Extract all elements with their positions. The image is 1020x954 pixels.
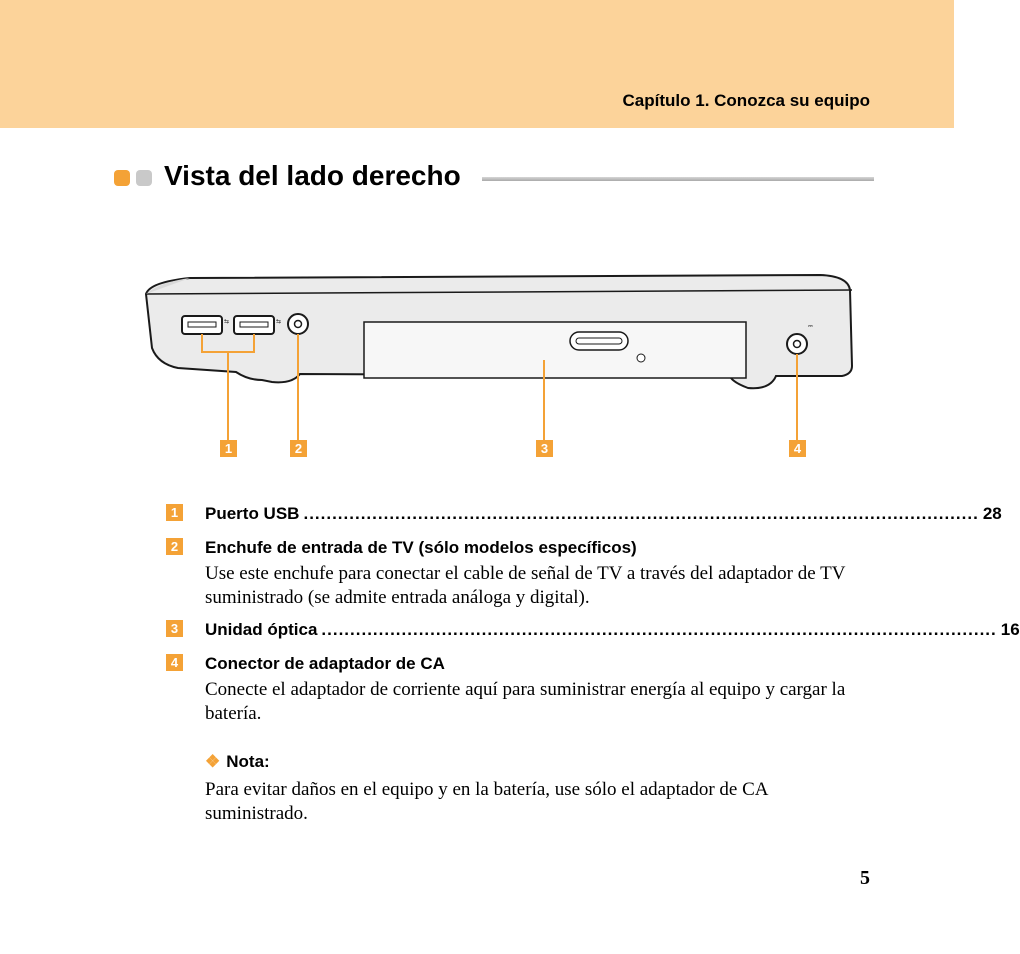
item-title: Puerto USB — [205, 504, 300, 523]
gray-square-icon — [136, 170, 152, 186]
item-number: 2 — [166, 538, 183, 555]
title-rule — [482, 177, 874, 181]
dot-leader: ...................................................................................................................... — [321, 620, 997, 639]
callout-3: 3 — [536, 440, 553, 457]
svg-text:⇆: ⇆ — [276, 319, 282, 325]
page-reference: 16 — [1000, 620, 1020, 639]
item-title: Unidad óptica — [205, 620, 318, 639]
item-description: Use este enchufe para conectar el cable de señal de TV a través del adaptador de TV suministrado (se admite entrada análoga y digital). — [205, 563, 846, 608]
item-number: 4 — [166, 654, 183, 671]
toc-entry — [205, 620, 1020, 642]
note-heading — [205, 752, 270, 772]
diamond-note-icon: ❖ — [205, 752, 221, 771]
page-number: 5 — [860, 867, 870, 889]
page-reference: 28 — [982, 504, 1002, 523]
dot-leader: ...................................................................................................................... — [303, 504, 979, 523]
toc-entry — [205, 504, 1002, 526]
orange-square-icon — [114, 170, 130, 186]
section-title: Vista del lado derecho — [164, 160, 461, 191]
optical-drive — [364, 322, 746, 378]
note-label: Nota: — [226, 752, 270, 771]
laptop-illustration — [0, 260, 954, 470]
section-title-row — [114, 160, 874, 196]
callout-1: 1 — [220, 440, 237, 457]
laptop-right-side-figure — [0, 260, 954, 470]
item-description: Conecte el adaptador de corriente aquí para suministrar energía al equipo y cargar la batería. — [205, 679, 846, 724]
item-title: Enchufe de entrada de TV (sólo modelos específicos) — [205, 538, 637, 557]
svg-text:⇆: ⇆ — [224, 319, 230, 325]
note-text: Para evitar daños en el equipo y en la batería, use sólo el adaptador de CA suministrado. — [205, 779, 768, 824]
item-title: Conector de adaptador de CA — [205, 654, 445, 673]
chapter-heading: Capítulo 1. Conozca su equipo — [622, 91, 870, 110]
item-number: 1 — [166, 504, 183, 521]
callout-4: 4 — [789, 440, 806, 457]
svg-text:⎓: ⎓ — [808, 324, 813, 330]
item-number: 3 — [166, 620, 183, 637]
callout-2: 2 — [290, 440, 307, 457]
